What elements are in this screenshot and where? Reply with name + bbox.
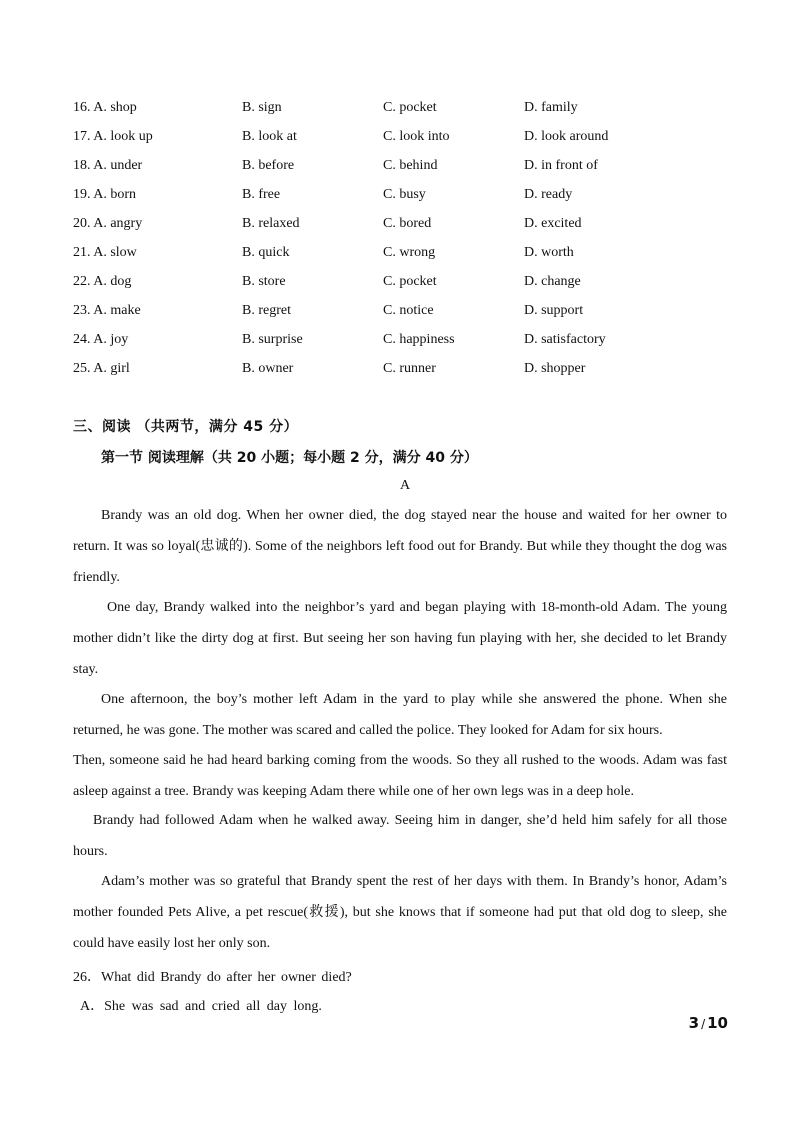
- option-c: C. pocket: [383, 274, 437, 289]
- passage-paragraph: Then, someone said he had heard barking coming from the woods. So they all rushed to the woods. Adam was fast asleep against a tree. Brandy was keeping Adam there while one of her own legs was in a deep hole.: [73, 753, 727, 799]
- option-b: B. relaxed: [242, 216, 300, 231]
- option-row: [73, 238, 753, 267]
- option-d: D. shopper: [524, 361, 586, 376]
- option-c: C. notice: [383, 303, 434, 318]
- passage-paragraph: Brandy had followed Adam when he walked away. Seeing him in danger, she’d held him safely for all those hours.: [73, 813, 727, 859]
- page-number: 3 / 10: [688, 1014, 728, 1032]
- option-a: 18. A. under: [73, 158, 143, 173]
- option-d: D. in front of: [524, 158, 598, 173]
- option-b: B. look at: [242, 129, 297, 144]
- option-row: [73, 151, 753, 180]
- option-d: D. support: [524, 303, 584, 318]
- option-a: 20. A. angry: [73, 216, 143, 231]
- option-b: B. store: [242, 274, 286, 289]
- passage-paragraph: Adam’s mother was so grateful that Brandy spent the rest of her days with them. In Brandy’s honor, Adam’s mother founded Pets Alive, a pet rescue(救援), but she knows that if someone had put that old dog to sleep, she could have easily lost her only son.: [73, 874, 727, 951]
- option-d: D. satisfactory: [524, 332, 606, 347]
- option-d: D. change: [524, 274, 581, 289]
- option-a: 16. A. shop: [73, 100, 137, 115]
- passage-paragraph: One day, Brandy walked into the neighbor’s yard and began playing with 18-month-old Adam. The young mother didn’t like the dirty dog at first. But seeing her son having fun playing with her, she decided to let Brandy stay.: [73, 600, 727, 677]
- option-a: 22. A. dog: [73, 274, 132, 289]
- section-subtitle: 第一节 阅读理解（共 20 小题；每小题 2 分，满分 40 分）: [101, 450, 478, 466]
- passage-paragraph: One afternoon, the boy’s mother left Adam in the yard to play while she answered the phone. When she returned, he was gone. The mother was scared and called the police. They looked for Adam for six hours.: [73, 692, 727, 738]
- option-b: B. owner: [242, 361, 294, 376]
- option-c: C. behind: [383, 158, 438, 173]
- passage-paragraph: Brandy was an old dog. When her owner died, the dog stayed near the house and waited for her owner to return. It was so loyal(忠诚的). Some of the neighbors left food out for Brandy. But while they thought the dog was friendly.: [73, 508, 727, 585]
- option-c: C. pocket: [383, 100, 437, 115]
- option-row: [73, 93, 753, 122]
- question-26: 26．What did Brandy do after her owner died?: [73, 970, 352, 985]
- option-b: B. before: [242, 158, 295, 173]
- option-c: C. look into: [383, 129, 450, 144]
- option-b: B. surprise: [242, 332, 303, 347]
- option-row: [73, 296, 753, 325]
- option-d: D. excited: [524, 216, 582, 231]
- option-c: C. wrong: [383, 245, 436, 260]
- option-c: C. runner: [383, 361, 436, 376]
- answer-option-a: A．She was sad and cried all day long.: [80, 999, 322, 1014]
- option-c: C. busy: [383, 187, 426, 202]
- option-b: B. sign: [242, 100, 282, 115]
- option-a: 25. A. girl: [73, 361, 130, 376]
- option-a: 21. A. slow: [73, 245, 137, 260]
- option-row: [73, 209, 753, 238]
- option-row: [73, 325, 753, 354]
- option-a: 19. A. born: [73, 187, 136, 202]
- option-c: C. bored: [383, 216, 432, 231]
- option-d: D. ready: [524, 187, 573, 202]
- option-a: 23. A. make: [73, 303, 141, 318]
- page-total: 10: [707, 1014, 728, 1032]
- option-c: C. happiness: [383, 332, 455, 347]
- page-current: 3: [688, 1014, 700, 1032]
- option-row: [73, 267, 753, 296]
- option-a: 17. A. look up: [73, 129, 153, 144]
- option-b: B. quick: [242, 245, 290, 260]
- option-a: 24. A. joy: [73, 332, 129, 347]
- option-row: [73, 354, 753, 383]
- option-d: D. worth: [524, 245, 574, 260]
- passage-letter: A: [400, 478, 411, 493]
- option-d: D. look around: [524, 129, 609, 144]
- section-title: 三、阅读 （共两节，满分 45 分）: [73, 419, 299, 435]
- option-b: B. free: [242, 187, 281, 202]
- option-row: [73, 180, 753, 209]
- option-d: D. family: [524, 100, 578, 115]
- option-row: [73, 122, 753, 151]
- option-b: B. regret: [242, 303, 291, 318]
